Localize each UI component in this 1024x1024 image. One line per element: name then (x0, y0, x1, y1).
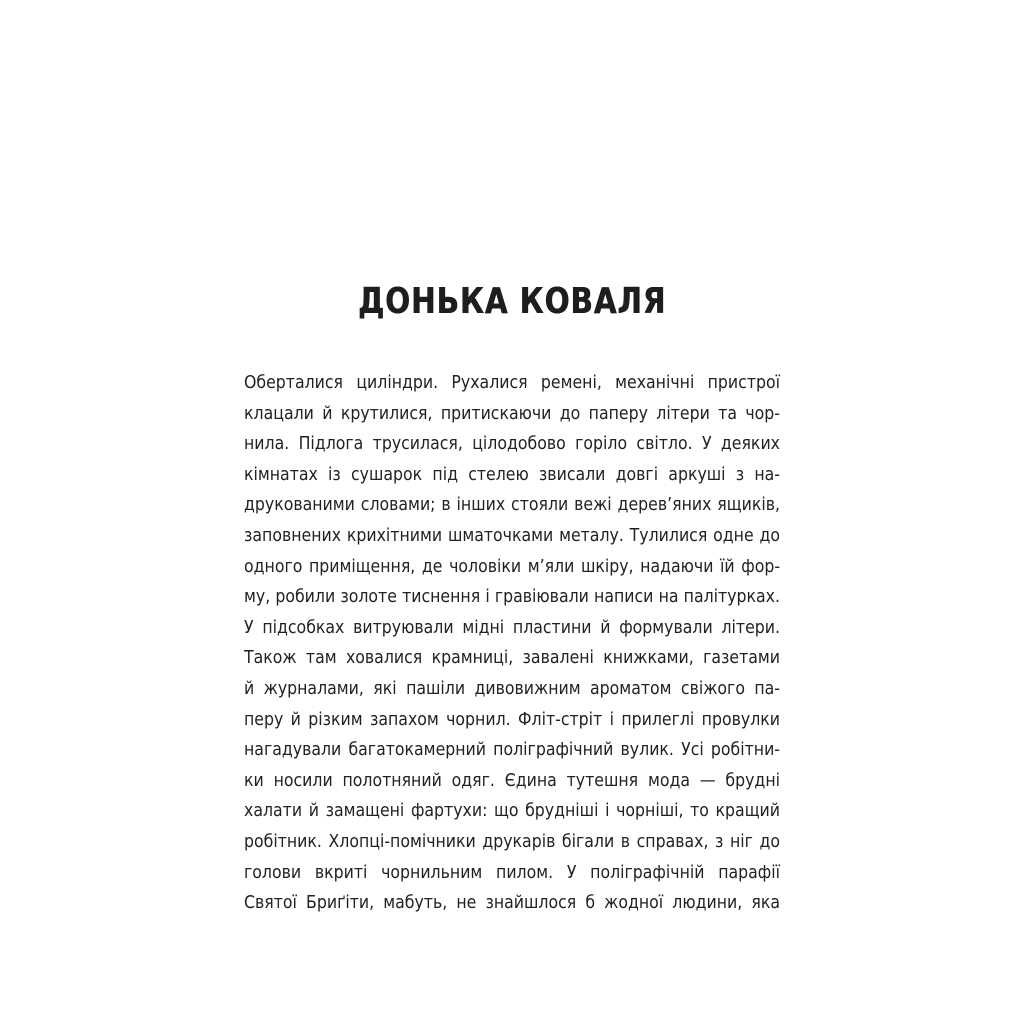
text-line: голови вкриті чорнильним пилом. У поліграфічній парафії (244, 862, 780, 883)
chapter-body-text (244, 368, 780, 919)
text-line: друкованими словами; в інших стояли вежі дерев’яних ящиків, (244, 495, 780, 516)
text-line: заповнених крихітними шматочками металу. Тулилися одне до (244, 525, 780, 546)
text-line: робітник. Хлопці-помічники друкарів бігали в справах, з ніг до (244, 831, 780, 852)
text-line: перу й різким запахом чорнил. Фліт-стріт і прилеглі провулки (244, 709, 780, 730)
text-line: халати й замащені фартухи: що брудніші і чорніші, то кращий (244, 801, 780, 822)
text-line: й журналами, які пашіли дивовижним ароматом свіжого па- (244, 678, 780, 699)
text-line: нила. Підлога трусилася, цілодобово горіло світло. У деяких (244, 434, 780, 455)
text-line: одного приміщення, де чоловіки м’яли шкіру, надаючи їй фор- (244, 556, 780, 577)
text-line: му, робили золоте тиснення і гравіювали написи на палітурках. (244, 587, 780, 608)
text-line: ки носили полотняний одяг. Єдина тутешня мода — брудні (244, 770, 780, 791)
chapter-title: ДОНЬКА КОВАЛЯ (357, 281, 667, 322)
text-line: Святої Бриґіти, мабуть, не знайшлося б жодної людини, яка (244, 893, 780, 914)
text-line: У підсобках витруювали мідні пластини й формували літери. (244, 617, 780, 638)
text-line: клацали й крутилися, притискаючи до паперу літери та чор- (244, 403, 780, 424)
text-line: Оберталися циліндри. Рухалися ремені, механічні пристрої (244, 373, 780, 393)
text-line: нагадували багатокамерний поліграфічний вулик. Усі робітни- (244, 740, 780, 761)
text-line: Також там ховалися крамниці, завалені книжками, газетами (244, 648, 780, 669)
text-line: кімнатах із сушарок під стелею звисали довгі аркуші з на- (244, 464, 780, 485)
